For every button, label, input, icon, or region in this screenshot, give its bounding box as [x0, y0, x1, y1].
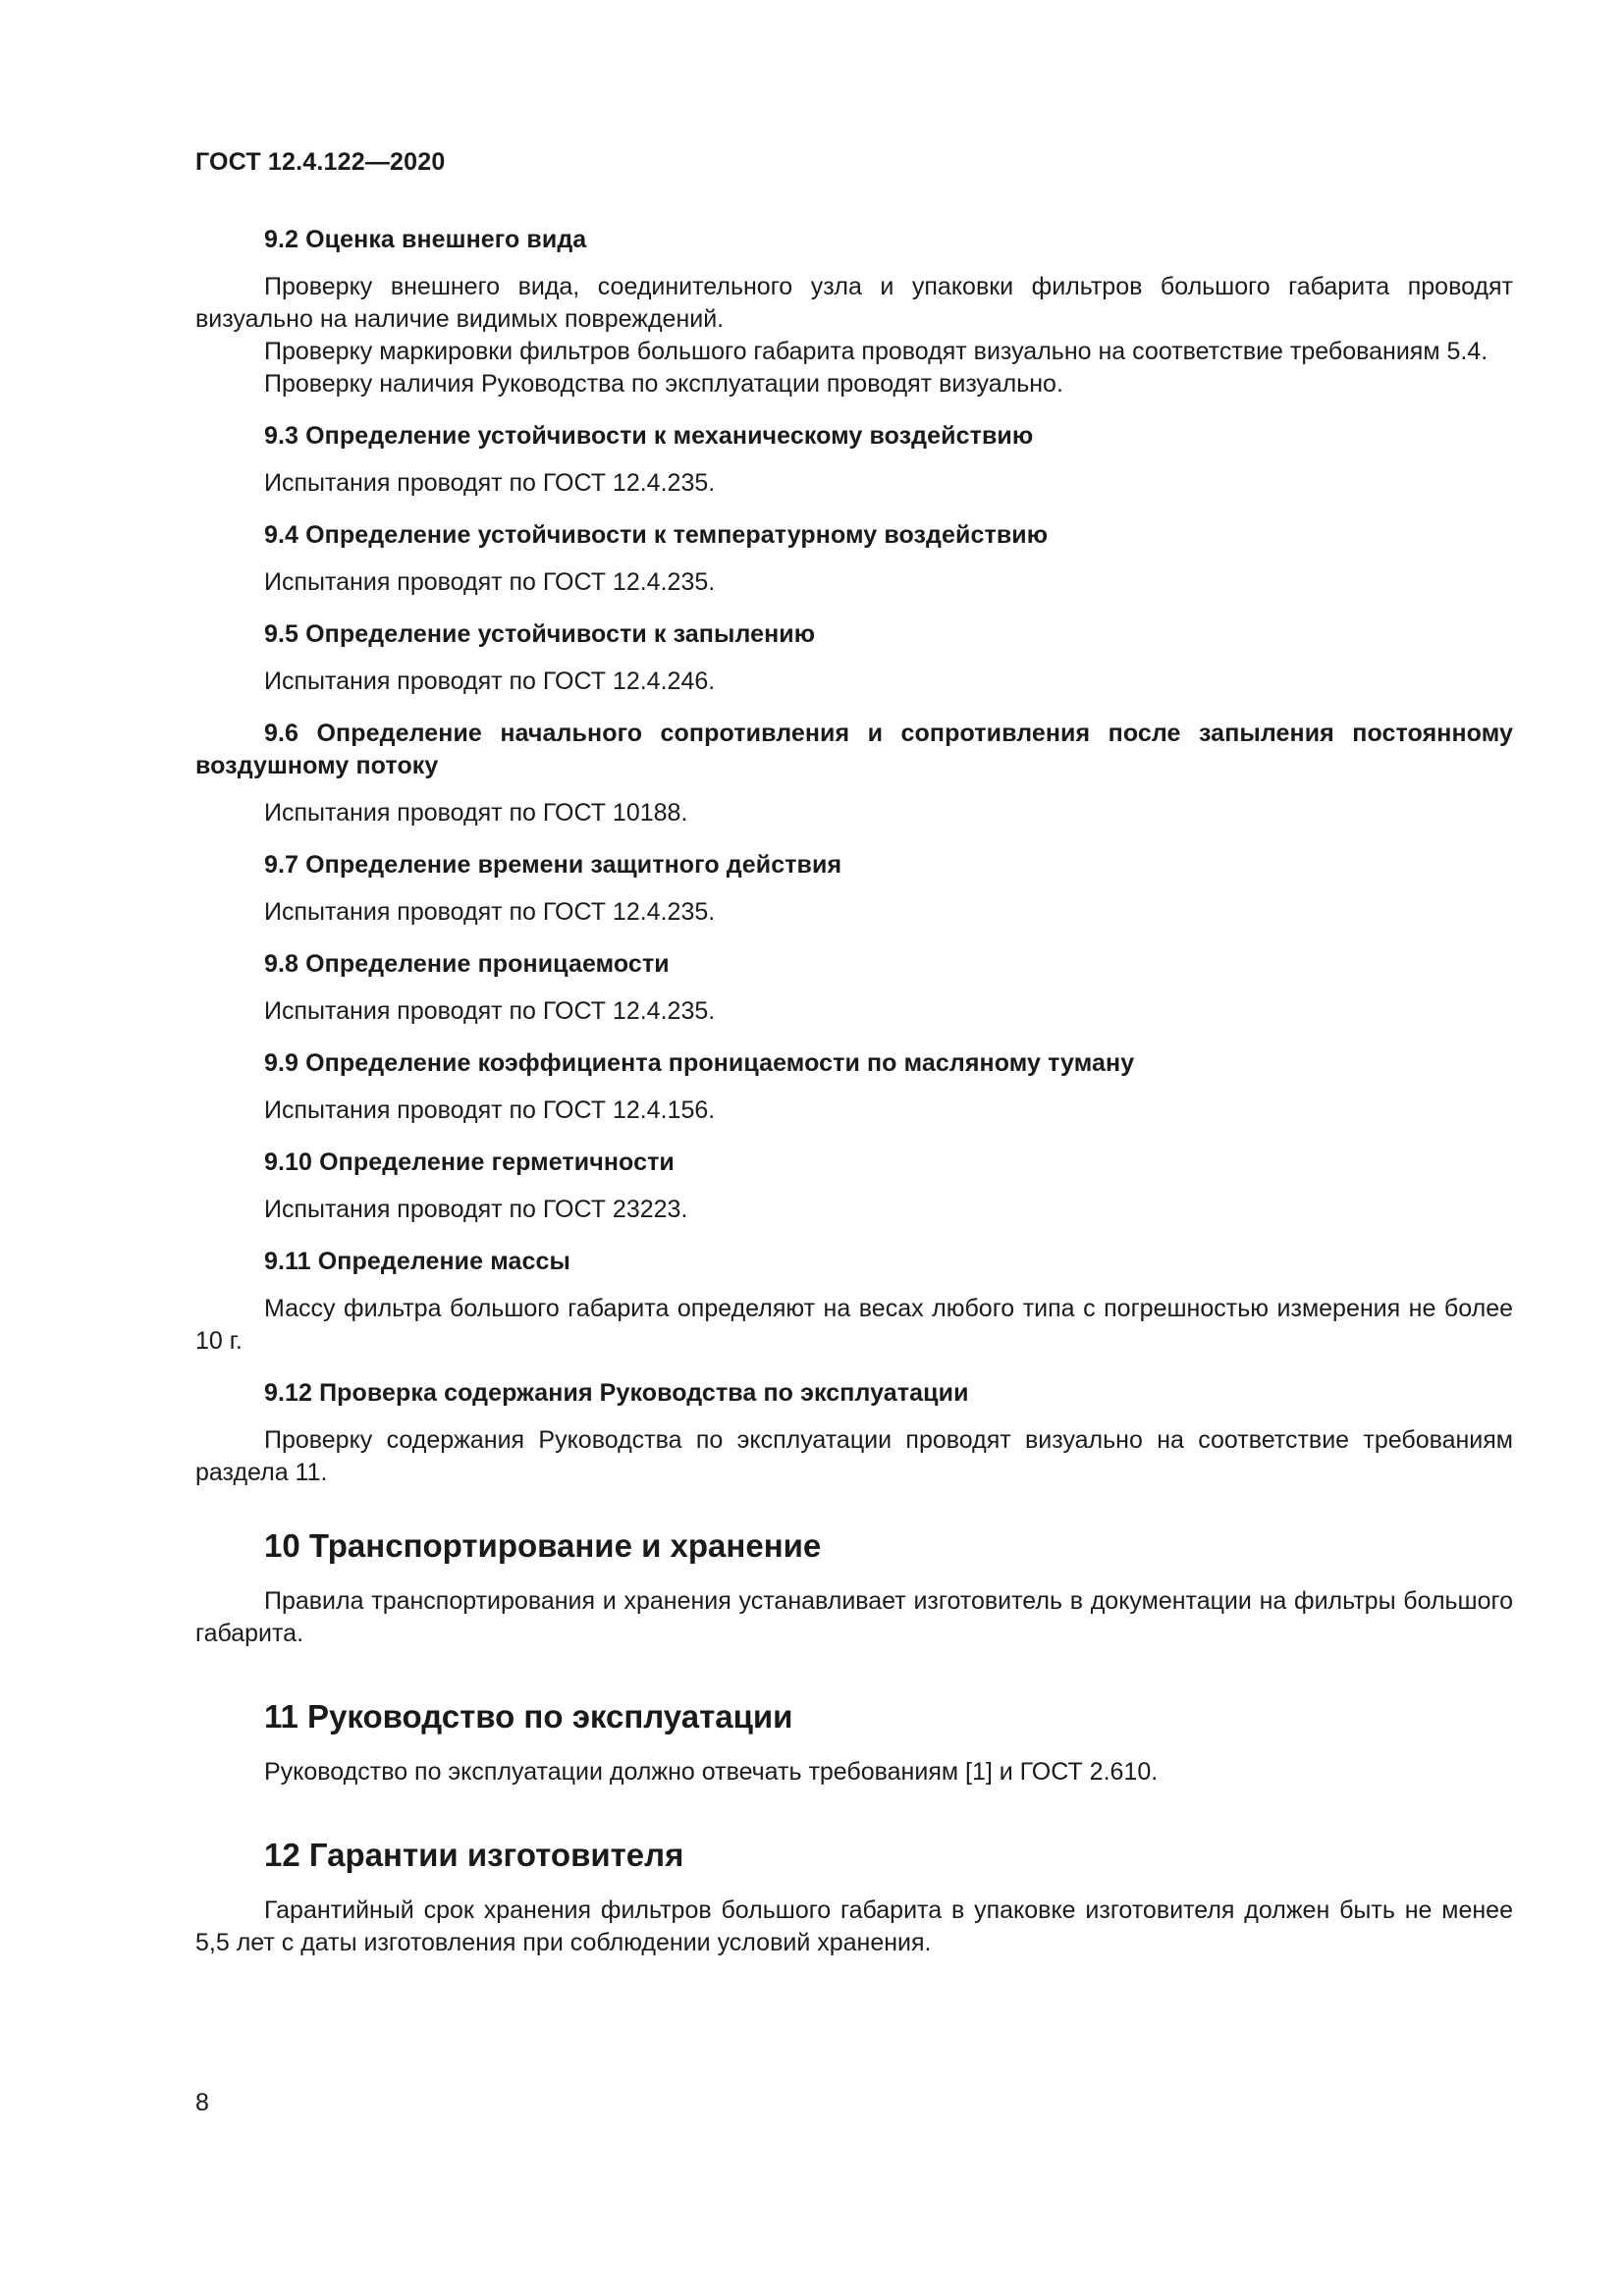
document-page [195, 0, 1513, 2296]
section-9-2-paragraph-3: Проверку наличия Руководства по эксплуатации проводят визуально. [264, 370, 1063, 398]
section-12-paragraph: Гарантийный срок хранения фильтров большого габарита в упаковке изготовителя должен быть не менее 5,5 лет с даты изготовления при соблюдении условий хранения. [195, 1896, 1513, 1956]
section-9-10-heading: 9.10 Определение герметичности [264, 1148, 675, 1176]
section-11-heading: 11 Руководство по эксплуатации [264, 1698, 793, 1735]
section-9-5-heading: 9.5 Определение устойчивости к запылению [264, 620, 816, 648]
section-9-8-paragraph: Испытания проводят по ГОСТ 12.4.235. [264, 997, 716, 1025]
section-9-6-paragraph: Испытания проводят по ГОСТ 10188. [264, 799, 688, 827]
section-12-heading: 12 Гарантии изготовителя [264, 1837, 684, 1873]
section-9-3-paragraph: Испытания проводят по ГОСТ 12.4.235. [264, 469, 716, 497]
section-9-3-heading: 9.3 Определение устойчивости к механическому воздействию [264, 422, 1034, 450]
section-11-paragraph: Руководство по эксплуатации должно отвечать требованиям [1] и ГОСТ 2.610. [264, 1758, 1159, 1786]
section-10-paragraph: Правила транспортирования и хранения устанавливает изготовитель в документации на фильтры большого габарита. [195, 1587, 1513, 1647]
section-9-4-heading: 9.4 Определение устойчивости к температурному воздействию [264, 521, 1049, 549]
section-9-9-paragraph: Испытания проводят по ГОСТ 12.4.156. [264, 1096, 716, 1124]
section-9-7-paragraph: Испытания проводят по ГОСТ 12.4.235. [264, 898, 716, 926]
section-9-10-paragraph: Испытания проводят по ГОСТ 23223. [264, 1196, 688, 1223]
section-10-heading: 10 Транспортирование и хранение [264, 1527, 822, 1564]
document-body [195, 224, 1513, 1959]
page-number: 8 [195, 2089, 209, 2116]
section-9-11-heading: 9.11 Определение массы [264, 1248, 570, 1275]
section-9-2-paragraph-1: Проверку внешнего вида, соединительного узла и упаковки фильтров большого габарита проводят визуально на наличие видимых повреждений. [195, 273, 1513, 333]
section-9-4-paragraph: Испытания проводят по ГОСТ 12.4.235. [264, 568, 716, 596]
section-9-8-heading: 9.8 Определение проницаемости [264, 950, 670, 978]
section-9-5-paragraph: Испытания проводят по ГОСТ 12.4.246. [264, 667, 716, 695]
section-9-7-heading: 9.7 Определение времени защитного действия [264, 851, 842, 879]
section-9-6-heading: 9.6 Определение начального сопротивления и сопротивления после запыления постоянному воздушному потоку [195, 720, 1513, 779]
section-9-9-heading: 9.9 Определение коэффициента проницаемости по масляному туману [264, 1049, 1135, 1077]
section-9-12-heading: 9.12 Проверка содержания Руководства по эксплуатации [264, 1379, 969, 1407]
section-9-12-paragraph: Проверку содержания Руководства по эксплуатации проводят визуально на соответствие требованиям раздела 11. [195, 1426, 1513, 1486]
section-9-2-paragraph-2: Проверку маркировки фильтров большого габарита проводят визуально на соответствие требованиям 5.4. [264, 338, 1489, 365]
document-code-header: ГОСТ 12.4.122—2020 [195, 148, 446, 176]
section-9-11-paragraph: Массу фильтра большого габарита определяют на весах любого типа с погрешностью измерения не более 10 г. [195, 1295, 1513, 1355]
section-9-2-heading: 9.2 Оценка внешнего вида [264, 226, 587, 253]
